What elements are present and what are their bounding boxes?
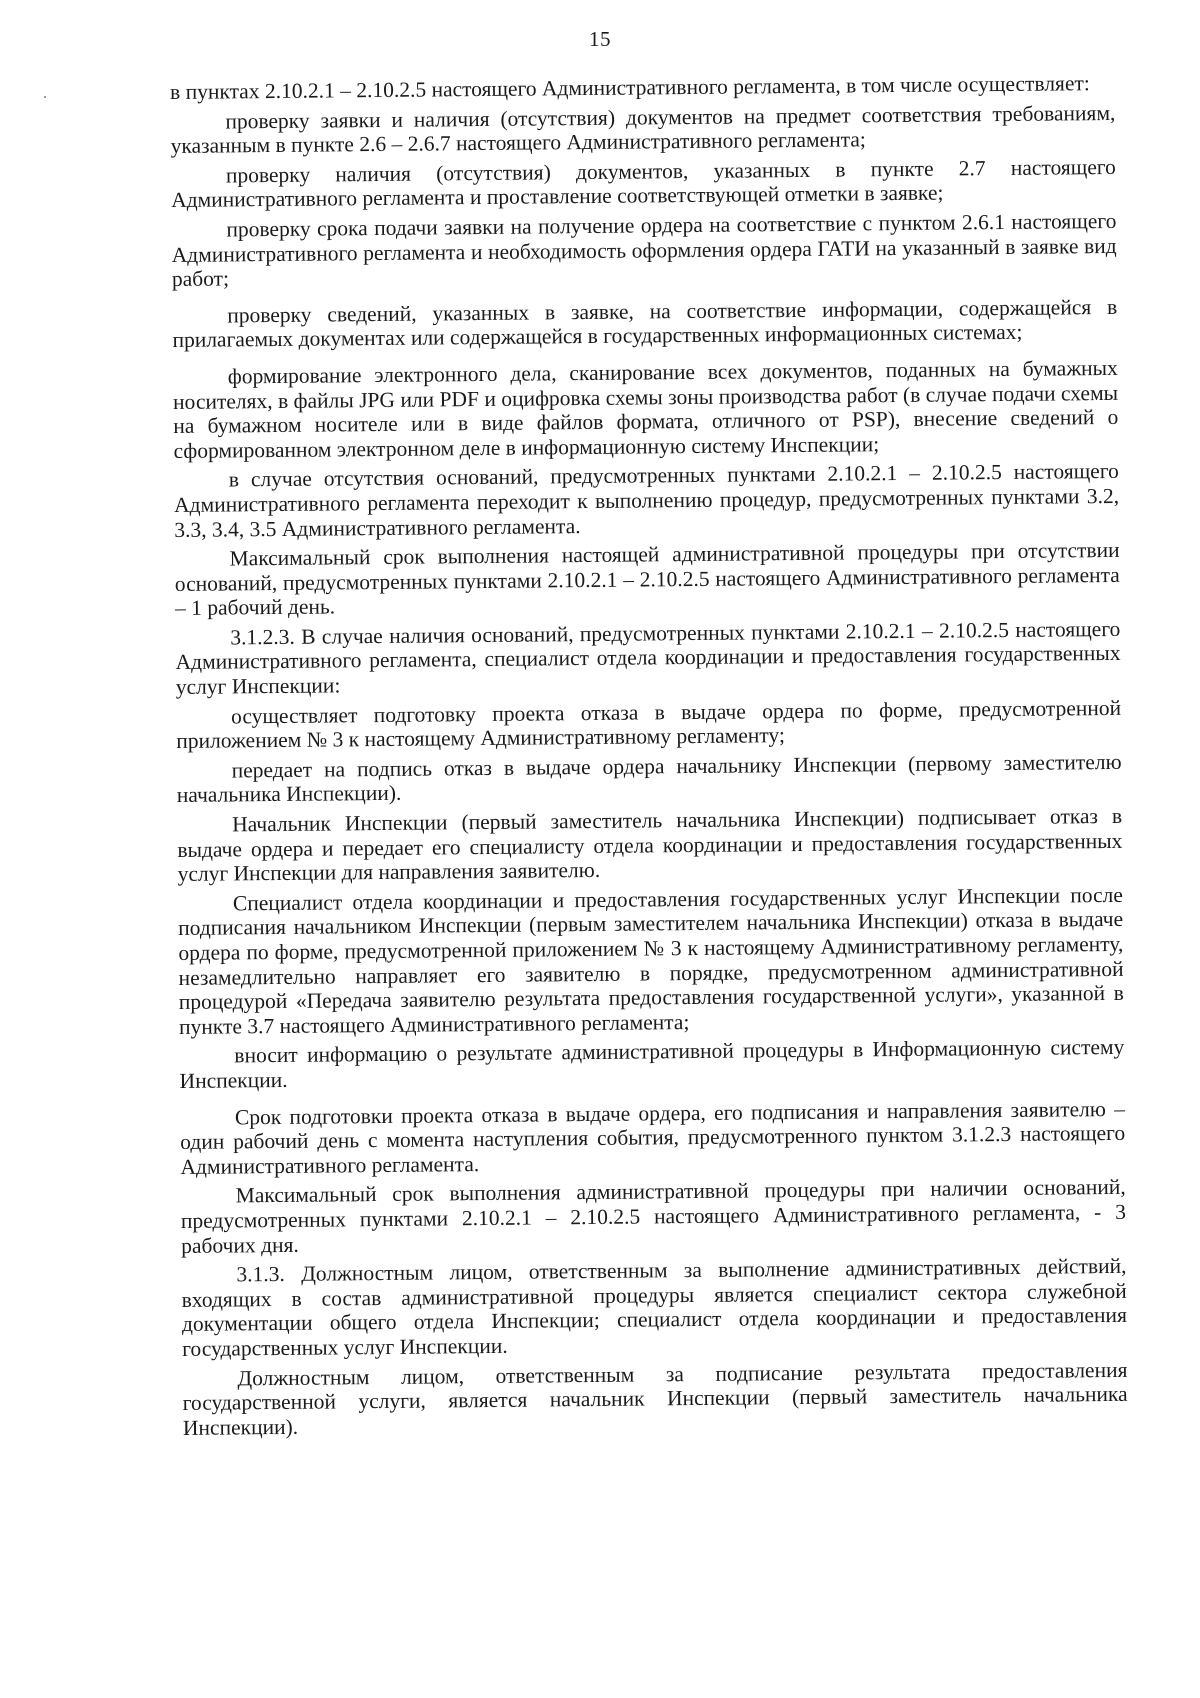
paragraph-continuation: в пунктах 2.10.2.1 – 2.10.2.5 настоящего Административного регламента, в том числе осуществляет: xyxy=(170,71,1090,104)
paragraph-check-application: проверку заявки и наличия (отсутствия) документов на предмет соответствия требованиям, указанным в пункте 2.6 – 2.6.7 настоящего Административного регламента; xyxy=(170,100,1116,159)
paragraph-no-grounds: в случае отсутствия оснований, предусмотренных пунктами 2.10.2.1 – 2.10.2.5 настоящего Административного регламента переходит к выполнению процедур, предусмотренных пунктами 3.2, 3.3, 3.4, 3.5 Административного регламента. xyxy=(173,459,1120,542)
paragraph-check-deadline: проверку срока подачи заявки на получение ордера на соответствие с пунктом 2.6.1 настоящего Административного регламента и необходимость оформления ордера ГАТИ на указанный в заявке вид работ; xyxy=(171,208,1117,292)
document-body xyxy=(170,71,1128,1445)
paragraph-max-term-no-grounds: Максимальный срок выполнения настоящей административной процедуры при отсутствии оснований, предусмотренных пунктами 2.10.2.1 – 2.10.2.5 настоящего Административного регламента – 1 рабочий день. xyxy=(174,538,1120,621)
paragraph-section-3-1-2-3: 3.1.2.3. В случае наличия оснований, предусмотренных пунктами 2.10.2.1 – 2.10.2.5 настоящего Административного регламента, специалист отдела координации и предоставления государственных услуг Инспекции: xyxy=(175,616,1121,700)
paragraph-signing-official: Должностным лицом, ответственным за подписание результата предоставления государственной услуги, является начальник Инспекции (первый заместитель начальника Инспекции). xyxy=(182,1357,1128,1440)
paragraph-head-signs: Начальник Инспекции (первый заместитель начальника Инспекции) подписывает отказ в выдаче ордера и передает его специалисту отдела координации и предоставления государственных услуг Инспекции для направления заявителю. xyxy=(177,803,1123,887)
scan-speck xyxy=(44,96,46,98)
paragraph-prepare-refusal: осуществляет подготовку проекта отказа в выдаче ордера по форме, предусмотренной приложением № 3 к настоящему Административному регламенту; xyxy=(176,695,1122,754)
paragraph-max-term-with-grounds: Максимальный срок выполнения административной процедуры при наличии оснований, предусмотренных пунктами 2.10.2.1 – 2.10.2.5 настоящего Административного регламента, - 3 рабочих дня. xyxy=(180,1175,1127,1258)
paragraph-check-information: проверку сведений, указанных в заявке, на соответствие информации, содержащейся в прилагаемых документах или содержащейся в государственных информационных системах; xyxy=(172,294,1118,353)
page-number: 15 xyxy=(589,27,611,51)
paragraph-check-documents: проверку наличия (отсутствия) документов, указанных в пункте 2.7 настоящего Административного регламента и проставление соответствующей отметки в заявке; xyxy=(171,154,1116,213)
paragraph-enter-information: вносит информацию о результате административной процедуры в Информационную систему Инспекции. xyxy=(179,1035,1125,1093)
paragraph-submit-for-signature: передает на подпись отказ в выдаче ордера начальнику Инспекции (первому заместителю начальника Инспекции). xyxy=(176,749,1122,808)
paragraph-preparation-term: Срок подготовки проекта отказа в выдаче ордера, его подписания и направления заявителю – один рабочий день с момента наступления события, предусмотренного пунктом 3.1.2.3 настоящего Административного регламента. xyxy=(180,1096,1126,1179)
paragraph-specialist-sends: Специалист отдела координации и предоставления государственных услуг Инспекции после подписания начальником Инспекции (первым заместителем начальника Инспекции) отказа в выдаче ордера по форме, предусмотренной приложением № 3 к настоящему Административному регламенту, незамедлительно направляет его заявителю в порядке, предусмотренном административной процедурой «Передача заявителю результата предоставления государственной услуги», указанной в пункте 3.7 настоящего Административного регламента; xyxy=(178,882,1124,1039)
paragraph-section-3-1-3: 3.1.3. Должностным лицом, ответственным за выполнение административных действий, входящих в состав административной процедуры является специалист сектора служебной документации общего отдела Инспекции; специалист отдела координации и предоставления государственных услуг Инспекции. xyxy=(181,1253,1128,1361)
paragraph-electronic-file: формирование электронного дела, сканирование всех документов, поданных на бумажных носителях, в файлы JPG или PDF и оцифровка схемы зоны производства работ (в случае подачи схемы на бумажном носителе или в виде файлов формата, отличного от PSP), внесение сведений о сформированном электронном деле в информационную систему Инспекции; xyxy=(172,355,1119,463)
